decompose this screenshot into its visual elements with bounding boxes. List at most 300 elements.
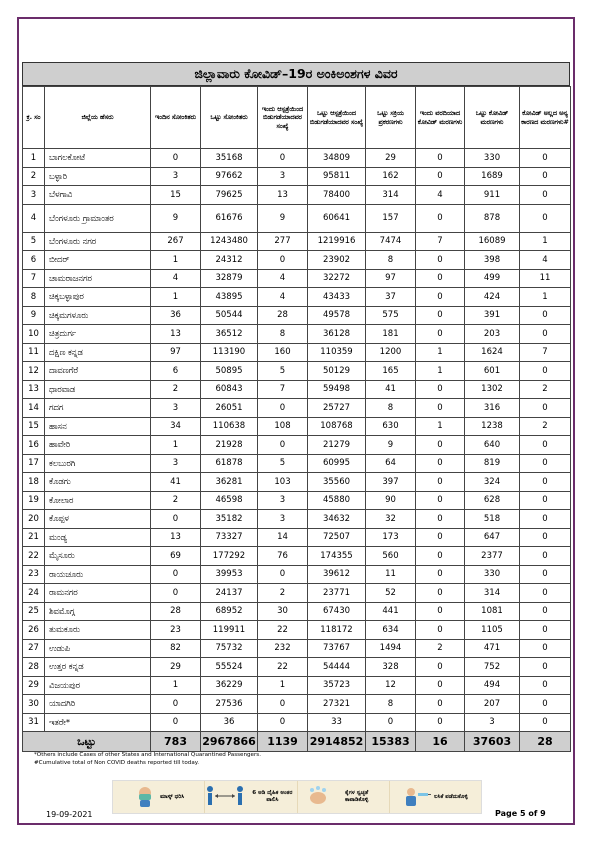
serial-cell: 25 [23,602,45,621]
value-cell: 0 [416,306,465,325]
serial-cell: 21 [23,528,45,547]
district-name: ಕೋಲಾರ [45,491,151,510]
value-cell: 110638 [201,417,258,436]
serial-cell: 5 [23,232,45,251]
value-cell: 35168 [201,149,258,168]
total-cell: 37603 [465,732,520,752]
total-cell: 16 [416,732,465,752]
value-cell: 1 [520,232,571,251]
value-cell: 75732 [201,639,258,658]
value-cell: 0 [520,306,571,325]
value-cell: 36 [201,713,258,732]
table-row [23,547,571,566]
value-cell: 0 [520,676,571,695]
value-cell: 0 [151,149,201,168]
district-name: ಬೆಂಗಳೂರು ಗ್ರಾಮಾಂತರ [45,204,151,232]
value-cell: 7474 [366,232,416,251]
value-cell: 27536 [201,695,258,714]
header-serial: ಕ್ರ. ಸಂ [23,87,45,149]
district-name: ಕೊಡಗು [45,473,151,492]
value-cell: 0 [416,167,465,186]
value-cell: 7 [416,232,465,251]
table-row [23,380,571,399]
value-cell: 1243480 [201,232,258,251]
value-cell: 157 [366,204,416,232]
value-cell: 0 [520,204,571,232]
value-cell: 0 [520,584,571,603]
value-cell: 78400 [308,186,366,205]
value-cell: 29 [151,658,201,677]
total-cell: 1139 [258,732,308,752]
value-cell: 2377 [465,547,520,566]
value-cell: 160 [258,343,308,362]
value-cell: 97662 [201,167,258,186]
value-cell: 328 [366,658,416,677]
value-cell: 95811 [308,167,366,186]
serial-cell: 14 [23,399,45,418]
district-name: ಮಂಡ್ಯ [45,528,151,547]
value-cell: 1 [520,288,571,307]
value-cell: 69 [151,547,201,566]
value-cell: 1 [258,676,308,695]
value-cell: 441 [366,602,416,621]
district-name: ದಕ್ಷಿಣ ಕನ್ನಡ [45,343,151,362]
value-cell: 72507 [308,528,366,547]
value-cell: 36 [151,306,201,325]
serial-cell: 12 [23,362,45,381]
table-row [23,288,571,307]
district-name: ಚಿಕ್ಕಮಗಳೂರು [45,306,151,325]
value-cell: 1 [416,362,465,381]
value-cell: 0 [520,473,571,492]
serial-cell: 3 [23,186,45,205]
value-cell: 1 [151,251,201,270]
header-row [23,87,571,149]
value-cell: 911 [465,186,520,205]
value-cell: 397 [366,473,416,492]
table-row [23,602,571,621]
value-cell: 61878 [201,454,258,473]
serial-cell: 26 [23,621,45,640]
value-cell: 630 [366,417,416,436]
table-row [23,528,571,547]
value-cell: 9 [151,204,201,232]
value-cell: 12 [366,676,416,695]
value-cell: 15 [151,186,201,205]
value-cell: 79625 [201,186,258,205]
value-cell: 207 [465,695,520,714]
table-row [23,584,571,603]
value-cell: 0 [416,510,465,529]
table-row [23,149,571,168]
total-cell: 783 [151,732,201,752]
value-cell: 0 [520,454,571,473]
value-cell: 45880 [308,491,366,510]
value-cell: 0 [520,149,571,168]
value-cell: 23771 [308,584,366,603]
value-cell: 0 [416,584,465,603]
value-cell: 97 [366,269,416,288]
hand-wash-icon [306,784,330,810]
value-cell: 0 [416,204,465,232]
value-cell: 1302 [465,380,520,399]
value-cell: 634 [366,621,416,640]
serial-cell: 13 [23,380,45,399]
mask-icon [133,784,157,810]
value-cell: 60641 [308,204,366,232]
value-cell: 162 [366,167,416,186]
value-cell: 64 [366,454,416,473]
header-non-covid-deaths: ಕೋವಿಡ್ ಅಲ್ಲದ ಅನ್ಯ ಕಾರಣದ ಮರಣಗಳು# [520,87,571,149]
header-today-discharged: ಇಂದು ಆಸ್ಪತ್ರೆಯಿಂದ ಬಿಡುಗಡೆಯಾದವರ ಸಂಖ್ಯೆ [258,87,308,149]
value-cell: 165 [366,362,416,381]
value-cell: 13 [258,186,308,205]
table-row [23,306,571,325]
value-cell: 9 [258,204,308,232]
value-cell: 0 [520,602,571,621]
value-cell: 28 [151,602,201,621]
banner-vaccine [390,781,481,813]
value-cell: 471 [465,639,520,658]
value-cell: 34 [151,417,201,436]
value-cell: 23902 [308,251,366,270]
value-cell: 314 [366,186,416,205]
value-cell: 1200 [366,343,416,362]
district-name: ಹಾವೇರಿ [45,436,151,455]
total-cell: 2914852 [308,732,366,752]
value-cell: 43433 [308,288,366,307]
value-cell: 36128 [308,325,366,344]
total-cell: 15383 [366,732,416,752]
serial-cell: 17 [23,454,45,473]
district-name: ಬಾಗಲಕೋಟೆ [45,149,151,168]
serial-cell: 8 [23,288,45,307]
table-row [23,695,571,714]
table-row [23,658,571,677]
district-name: ಬೆಂಗಳೂರು ನಗರ [45,232,151,251]
value-cell: 6 [151,362,201,381]
serial-cell: 19 [23,491,45,510]
value-cell: 0 [520,436,571,455]
value-cell: 32 [366,510,416,529]
value-cell: 50895 [201,362,258,381]
value-cell: 0 [151,713,201,732]
value-cell: 8 [366,399,416,418]
value-cell: 0 [520,362,571,381]
table-row [23,167,571,186]
serial-cell: 6 [23,251,45,270]
value-cell: 9 [366,436,416,455]
value-cell: 108768 [308,417,366,436]
value-cell: 16089 [465,232,520,251]
value-cell: 59498 [308,380,366,399]
value-cell: 21928 [201,436,258,455]
value-cell: 0 [416,547,465,566]
district-name: ಬೆಳಗಾವಿ [45,186,151,205]
value-cell: 76 [258,547,308,566]
value-cell: 8 [258,325,308,344]
value-cell: 1494 [366,639,416,658]
value-cell: 3 [258,510,308,529]
value-cell: 61676 [201,204,258,232]
value-cell: 0 [366,713,416,732]
value-cell: 499 [465,269,520,288]
value-cell: 0 [151,695,201,714]
value-cell: 0 [416,658,465,677]
table-row [23,510,571,529]
value-cell: 0 [520,658,571,677]
value-cell: 41 [151,473,201,492]
value-cell: 560 [366,547,416,566]
header-district: ಜಿಲ್ಲೆಯ ಹೆಸರು [45,87,151,149]
serial-cell: 1 [23,149,45,168]
value-cell: 1238 [465,417,520,436]
value-cell: 330 [465,149,520,168]
table-row [23,713,571,732]
value-cell: 2 [520,380,571,399]
value-cell: 0 [258,565,308,584]
value-cell: 22 [258,621,308,640]
value-cell: 314 [465,584,520,603]
value-cell: 108 [258,417,308,436]
total-cell: 28 [520,732,571,752]
serial-cell: 22 [23,547,45,566]
value-cell: 0 [416,269,465,288]
value-cell: 36229 [201,676,258,695]
value-cell: 0 [416,399,465,418]
totals-row [23,732,571,752]
value-cell: 0 [151,510,201,529]
value-cell: 54444 [308,658,366,677]
report-date: 19-09-2021 [46,810,93,819]
value-cell: 0 [258,695,308,714]
value-cell: 8 [366,695,416,714]
value-cell: 0 [416,528,465,547]
value-cell: 3 [258,491,308,510]
value-cell: 398 [465,251,520,270]
district-name: ಚಾಮರಾಜನಗರ [45,269,151,288]
value-cell: 0 [151,584,201,603]
value-cell: 0 [416,602,465,621]
value-cell: 174355 [308,547,366,566]
totals-label: ಒಟ್ಟು [23,732,151,752]
district-name: ಬೀದರ್ [45,251,151,270]
value-cell: 575 [366,306,416,325]
value-cell: 41 [366,380,416,399]
value-cell: 60843 [201,380,258,399]
value-cell: 4 [416,186,465,205]
value-cell: 5 [258,454,308,473]
header-today-deaths: ಇಂದು ವರದಿಯಾದ ಕೋವಿಡ್ ಮರಣಗಳು [416,87,465,149]
value-cell: 277 [258,232,308,251]
serial-cell: 7 [23,269,45,288]
district-name: ಕಲಬುರಗಿ [45,454,151,473]
value-cell: 0 [520,547,571,566]
value-cell: 1689 [465,167,520,186]
value-cell: 22 [258,658,308,677]
value-cell: 35723 [308,676,366,695]
value-cell: 82 [151,639,201,658]
value-cell: 1 [416,417,465,436]
value-cell: 2 [151,380,201,399]
district-name: ಚಿಕ್ಕಬಳ್ಳಾಪುರ [45,288,151,307]
serial-cell: 28 [23,658,45,677]
serial-cell: 18 [23,473,45,492]
value-cell: 23 [151,621,201,640]
serial-cell: 16 [23,436,45,455]
value-cell: 1 [151,436,201,455]
value-cell: 49578 [308,306,366,325]
district-name: ರಾಮನಗರ [45,584,151,603]
serial-cell: 24 [23,584,45,603]
serial-cell: 9 [23,306,45,325]
table-title: ಜಿಲ್ಲಾವಾರು ಕೋವಿಡ್–19ರ ಅಂಕಿಅಂಶಗಳ ವಿವರ [22,62,570,86]
value-cell: 46598 [201,491,258,510]
value-cell: 0 [416,380,465,399]
value-cell: 26051 [201,399,258,418]
table-row [23,232,571,251]
header-today-positive: ಇಂದಿನ ಸೋಂಕಿತರು [151,87,201,149]
value-cell: 7 [520,343,571,362]
footnote-others: *Others include Cases of other States and International Quarantined Passengers. [34,752,261,758]
table-row [23,491,571,510]
value-cell: 0 [258,149,308,168]
district-name: ಉತ್ತರ ಕನ್ನಡ [45,658,151,677]
serial-cell: 27 [23,639,45,658]
social-distance-icon [205,784,245,810]
value-cell: 39953 [201,565,258,584]
value-cell: 391 [465,306,520,325]
value-cell: 29 [366,149,416,168]
table-row [23,639,571,658]
value-cell: 0 [416,676,465,695]
value-cell: 21279 [308,436,366,455]
table-row [23,454,571,473]
value-cell: 0 [520,565,571,584]
value-cell: 0 [416,565,465,584]
value-cell: 0 [416,473,465,492]
value-cell: 97 [151,343,201,362]
banner-distance [205,781,297,813]
value-cell: 324 [465,473,520,492]
serial-cell: 29 [23,676,45,695]
header-active-cases: ಒಟ್ಟು ಸಕ್ರಿಯ ಪ್ರಕರಣಗಳು [366,87,416,149]
value-cell: 24137 [201,584,258,603]
value-cell: 819 [465,454,520,473]
value-cell: 30 [258,602,308,621]
banner-handwash [298,781,390,813]
table-row [23,269,571,288]
banner-distance-text: 6 ಅಡಿ ದೈಹಿಕ ಅಂತರ ಪಾಲಿಸಿ [252,790,293,803]
covid-guidelines-banner [112,780,482,814]
value-cell: 518 [465,510,520,529]
table-row [23,399,571,418]
serial-cell: 31 [23,713,45,732]
value-cell: 50129 [308,362,366,381]
value-cell: 5 [258,362,308,381]
value-cell: 267 [151,232,201,251]
value-cell: 424 [465,288,520,307]
value-cell: 32272 [308,269,366,288]
value-cell: 1 [151,676,201,695]
table-row [23,621,571,640]
value-cell: 0 [258,436,308,455]
value-cell: 34632 [308,510,366,529]
banner-mask-text: ಮಾಸ್ಕ್ ಧರಿಸಿ [160,793,185,800]
value-cell: 90 [366,491,416,510]
table-row [23,251,571,270]
value-cell: 0 [520,695,571,714]
district-name: ದಾವಣಗೆರೆ [45,362,151,381]
table-row [23,417,571,436]
value-cell: 628 [465,491,520,510]
footnotes [34,751,261,767]
header-total-discharged: ಒಟ್ಟು ಆಸ್ಪತ್ರೆಯಿಂದ ಬಿಡುಗಡೆಯಾದವರ ಸಂಖ್ಯೆ [308,87,366,149]
value-cell: 3 [151,454,201,473]
value-cell: 52 [366,584,416,603]
value-cell: 0 [520,621,571,640]
page-number: Page 5 of 9 [495,809,546,818]
value-cell: 34809 [308,149,366,168]
value-cell: 316 [465,399,520,418]
district-name: ರಾಯಚೂರು [45,565,151,584]
value-cell: 878 [465,204,520,232]
table-body [23,149,571,732]
serial-cell: 10 [23,325,45,344]
table-row [23,343,571,362]
value-cell: 203 [465,325,520,344]
value-cell: 4 [151,269,201,288]
value-cell: 4 [258,288,308,307]
table-row [23,436,571,455]
value-cell: 0 [416,491,465,510]
banner-handwash-text: ಕೈಗಳ ಸ್ವಚ್ಛತೆ ಕಾಪಾಡಿಕೊಳ್ಳಿ [344,790,369,803]
value-cell: 27321 [308,695,366,714]
value-cell: 2 [416,639,465,658]
value-cell: 1 [416,343,465,362]
value-cell: 3 [258,167,308,186]
value-cell: 36512 [201,325,258,344]
value-cell: 601 [465,362,520,381]
value-cell: 28 [258,306,308,325]
value-cell: 73767 [308,639,366,658]
value-cell: 0 [520,510,571,529]
value-cell: 73327 [201,528,258,547]
value-cell: 37 [366,288,416,307]
value-cell: 0 [520,491,571,510]
value-cell: 14 [258,528,308,547]
value-cell: 110359 [308,343,366,362]
value-cell: 752 [465,658,520,677]
value-cell: 55524 [201,658,258,677]
value-cell: 0 [416,454,465,473]
value-cell: 11 [520,269,571,288]
value-cell: 2 [258,584,308,603]
value-cell: 0 [258,713,308,732]
banner-mask [113,781,205,813]
value-cell: 13 [151,528,201,547]
value-cell: 0 [520,639,571,658]
district-name: ಧಾರವಾಡ [45,380,151,399]
value-cell: 113190 [201,343,258,362]
value-cell: 33 [308,713,366,732]
district-covid-table [22,86,571,752]
value-cell: 1219916 [308,232,366,251]
district-name: ಇತರೇ* [45,713,151,732]
district-name: ಉಡುಪಿ [45,639,151,658]
district-name: ವಿಜಯಪುರ [45,676,151,695]
total-cell: 2967866 [201,732,258,752]
